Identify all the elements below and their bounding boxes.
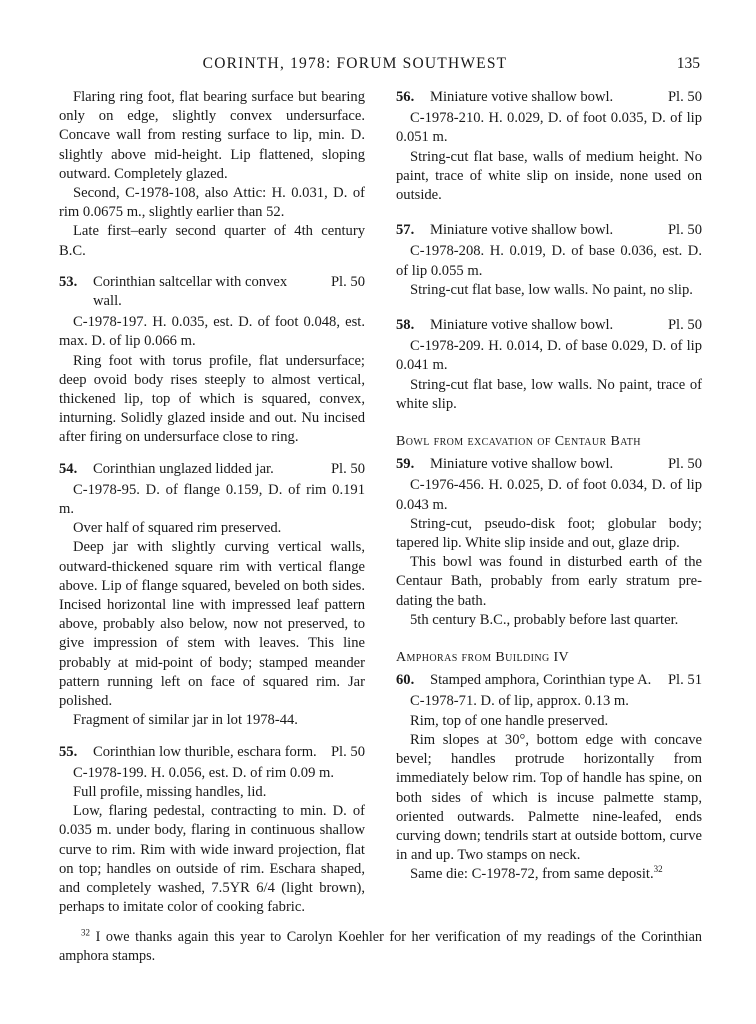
footnote-marker: 32 [81, 927, 90, 938]
entry-paragraph: C-1978-209. H. 0.014, D. of base 0.029, D. of lip 0.041 m. [396, 338, 702, 374]
catalogue-entry-60 [396, 671, 702, 884]
entry-paragraph: String-cut, pseudo-disk foot; globular body; tapered lip. White slip inside and out, glaze drip. [396, 515, 702, 552]
entry-paragraph: String-cut flat base, walls of medium height. No paint, trace of white slip on inside, none used on outside. [396, 148, 702, 204]
entry-paragraph: Ring foot with torus profile, flat undersurface; deep ovoid body rises steeply to almost vertical, thickened lip, top of which is squared, convex, inturning. Solidly glazed inside and out. Nu incised after firing on undersurface close to ring. [59, 352, 365, 446]
entry-number: 58. [396, 317, 415, 334]
entry-paragraph: C-1978-71. D. of lip, approx. 0.13 m. [410, 693, 629, 710]
entry-heading [59, 743, 365, 762]
entry-paragraph: Deep jar with slightly curving vertical walls, outward-thickened square rim with vertical flange above. Lip of flange squared, beveled on both sides. Incised horizontal line with impressed leaf pattern above, probably also below, now not preserved, to give impression of stem with leaves. This line probably at mid-point of body; stamped meander pattern running left on face of squared rim. Jar polished. [59, 539, 365, 710]
entry-title: Corinthian unglazed lidded jar. [93, 460, 274, 477]
entry-paragraph: C-1976-456. H. 0.025, D. of foot 0.034, D. of lip 0.043 m. [396, 477, 702, 513]
entry-paragraph: String-cut flat base, low walls. No paint, no slip. [410, 281, 693, 298]
entry-number: 56. [396, 89, 415, 105]
entry-number: 54. [59, 460, 78, 477]
intro-paragraph: Second, C-1978-108, also Attic: H. 0.031, D. of rim 0.0675 m., slightly earlier than 52. [59, 185, 365, 221]
left-column [59, 88, 365, 917]
entry-title: Stamped amphora, Corinthian type A. [430, 672, 652, 689]
catalogue-entry-56 [396, 88, 702, 205]
footnote [59, 928, 702, 966]
right-column [396, 88, 702, 885]
running-head [60, 53, 700, 77]
entry-heading [396, 455, 702, 474]
plate-reference: Pl. 50 [330, 273, 365, 290]
entry-paragraph: C-1978-199. H. 0.056, est. D. of rim 0.09 m. [73, 764, 335, 781]
entry-number: 53. [59, 273, 78, 290]
entry-heading [59, 273, 365, 311]
entry-paragraph-text: Same die: C-1978-72, from same deposit. [410, 866, 654, 883]
entry-heading [396, 316, 702, 335]
entry-heading [396, 221, 702, 240]
intro-paragraph: Flaring ring foot, flat bearing surface but bearing only on edge, slightly convex undersurface. Concave wall from resting surface to lip, min. D. slightly above mid-height. Lip flattened, sloping outward. Completely glazed. [59, 89, 365, 182]
entry-number: 57. [396, 222, 415, 239]
section-heading: Amphoras from Building IV [396, 650, 570, 666]
plate-reference: Pl. 50 [667, 317, 702, 334]
entry-paragraph: C-1978-210. H. 0.029, D. of foot 0.035, D. of lip 0.051 m. [396, 110, 702, 146]
entry-title: Miniature votive shallow bowl. [430, 89, 614, 105]
entry-title: Corinthian low thurible, eschara form. [93, 743, 317, 760]
entry-title: Miniature votive shallow bowl. [430, 317, 614, 334]
entry-heading [59, 460, 365, 479]
running-title: CORINTH, 1978: FORUM SOUTHWEST [202, 55, 508, 72]
catalogue-entry-53 [59, 273, 365, 448]
plate-reference: Pl. 50 [667, 456, 702, 473]
entry-title: Corinthian saltcellar with convex wall. [93, 273, 288, 310]
plate-reference: Pl. 50 [667, 89, 702, 105]
entry-paragraph: String-cut flat base, low walls. No paint, trace of white slip. [396, 376, 702, 412]
plate-reference: Pl. 51 [667, 672, 702, 689]
entry-paragraph: Rim, top of one handle preserved. [410, 712, 609, 729]
entry-title: Miniature votive shallow bowl. [430, 222, 614, 239]
entry-number: 60. [396, 672, 415, 689]
footnote-reference[interactable]: 32 [653, 864, 663, 875]
entry-heading [396, 671, 702, 690]
page-number: 135 [676, 55, 700, 72]
plate-reference: Pl. 50 [330, 460, 365, 477]
entry-paragraph: This bowl was found in disturbed earth of the Centaur Bath, probably from early stratum pre-dating the bath. [396, 554, 702, 609]
entry-paragraph: Low, flaring pedestal, contracting to min. D. of 0.035 m. under body, flaring in continuous shallow curve to rim. Rim with wide inward projection, flat on top; handles on outside of rim. Eschara shaped, and completely washed, 7.5YR 6/4 (light brown), perhaps to imitate color of cooking fabric. [59, 803, 365, 916]
intro-paragraph: Late first–early second quarter of 4th century B.C. [59, 223, 365, 259]
entry-paragraph: Full profile, missing handles, lid. [73, 783, 267, 800]
entry-paragraph: Over half of squared rim preserved. [73, 520, 282, 537]
catalogue-entry-57 [396, 221, 702, 300]
catalogue-entry-58 [396, 316, 702, 414]
entry-paragraph: C-1978-208. H. 0.019, D. of base 0.036, est. D. of lip 0.055 m. [396, 243, 702, 279]
entry-number: 59. [396, 456, 415, 473]
entry-paragraph: Rim slopes at 30°, bottom edge with concave bevel; handles protrude horizontally from immediately below rim. Top of handle has spine, on both sides of which is incuse palmette stamp, oriented outwards. Palmette nine-leafed, ends curving down; tendrils start at outside bottom, curve in and up. Two stamps on neck. [396, 731, 702, 864]
catalogue-entry-55 [59, 743, 365, 918]
footnote-text: I owe thanks again this year to Carolyn Koehler for her verification of my readings of the Corinthian amphora stamps. [59, 929, 702, 964]
section-heading: Bowl from excavation of Centaur Bath [396, 434, 641, 450]
catalogue-entry-59 [396, 455, 702, 630]
entry-paragraph [396, 865, 702, 884]
entry-paragraph: 5th century B.C., probably before last quarter. [410, 611, 679, 628]
entry-number: 55. [59, 743, 78, 760]
entry-paragraph: C-1978-95. D. of flange 0.159, D. of rim 0.191 m. [59, 481, 365, 518]
entry-heading [396, 88, 702, 107]
plate-reference: Pl. 50 [330, 743, 365, 760]
entry-title: Miniature votive shallow bowl. [430, 456, 614, 473]
entry-paragraph: C-1978-197. H. 0.035, est. D. of foot 0.048, est. max. D. of lip 0.066 m. [59, 314, 365, 350]
entry-paragraph: Fragment of similar jar in lot 1978-44. [73, 712, 298, 729]
catalogue-entry-54 [59, 460, 365, 731]
plate-reference: Pl. 50 [667, 222, 702, 239]
